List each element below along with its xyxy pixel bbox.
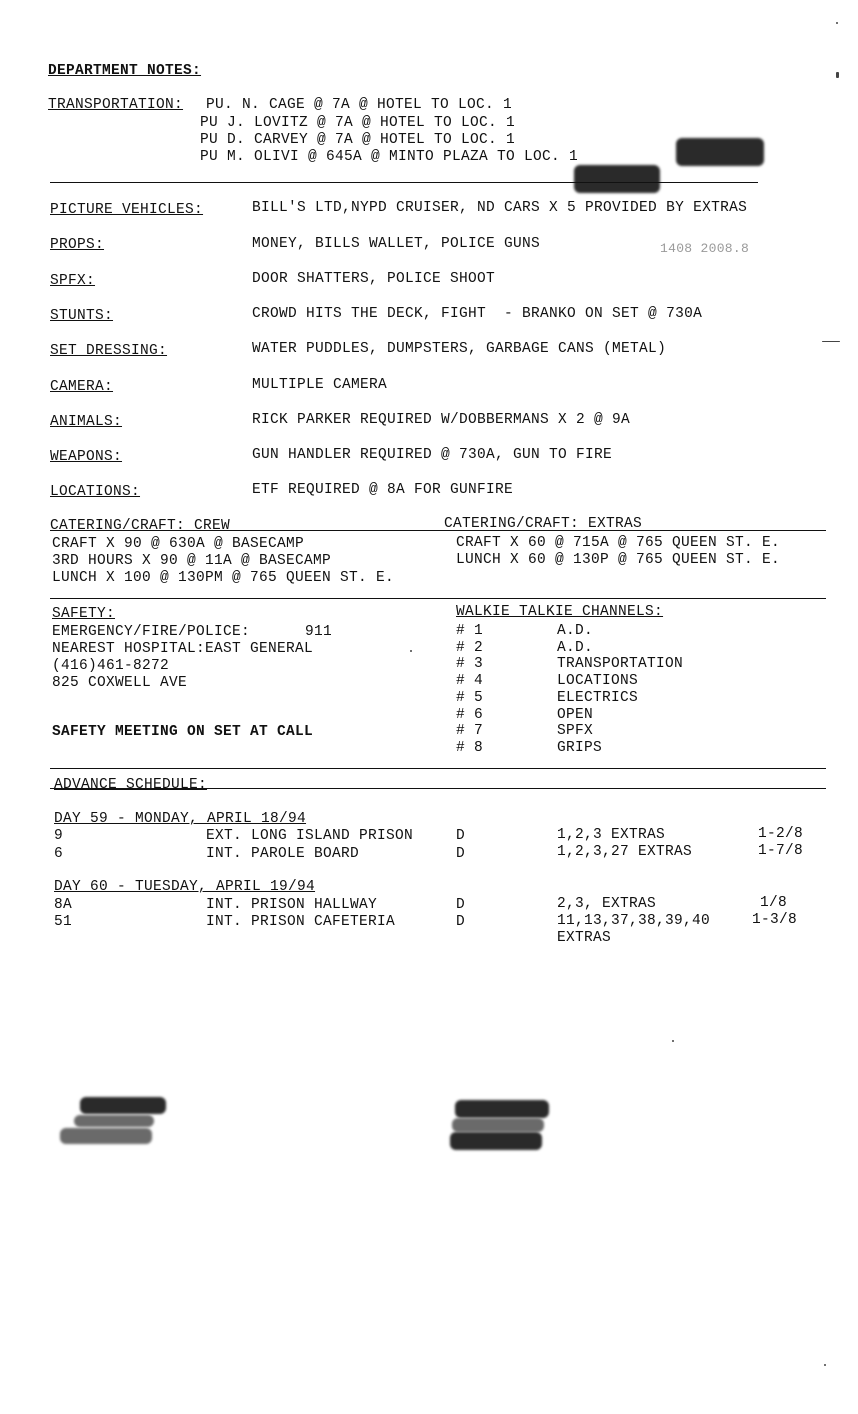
- hospital-name: NEAREST HOSPITAL:EAST GENERAL: [52, 641, 314, 657]
- scene-day-night: D: [456, 897, 466, 913]
- transport-line: PU. N. CAGE @ 7A @ HOTEL TO LOC. 1: [206, 97, 513, 113]
- dept-label-stunts: STUNTS:: [50, 308, 114, 324]
- redaction-mark: [60, 1128, 152, 1144]
- emergency-label: EMERGENCY/FIRE/POLICE:: [52, 624, 251, 640]
- dept-label-weapons: WEAPONS:: [50, 449, 123, 465]
- channel-number: # 6: [456, 707, 484, 723]
- scene-pages: 1/8: [760, 895, 788, 911]
- channel-number: # 4: [456, 673, 484, 689]
- scene-cast: 1,2,3,27 EXTRAS: [557, 844, 693, 860]
- advance-schedule-label: ADVANCE SCHEDULE:: [54, 777, 208, 793]
- redaction-mark: [450, 1132, 542, 1150]
- channel-number: # 1: [456, 623, 484, 639]
- channel-name: GRIPS: [557, 740, 603, 756]
- safety-meeting: SAFETY MEETING ON SET AT CALL: [52, 724, 314, 740]
- scene-number: 6: [54, 846, 64, 862]
- dept-value: BILL'S LTD,NYPD CRUISER, ND CARS X 5 PROVIDED BY EXTRAS: [252, 200, 748, 216]
- scene-day-night: D: [456, 914, 466, 930]
- divider: [50, 530, 826, 531]
- catering-crew-line: 3RD HOURS X 90 @ 11A @ BASECAMP: [52, 553, 332, 569]
- dept-value: WATER PUDDLES, DUMPSTERS, GARBAGE CANS (METAL): [252, 341, 667, 357]
- channel-name: ELECTRICS: [557, 690, 639, 706]
- scene-cast: 11,13,37,38,39,40 EXTRAS: [557, 913, 711, 946]
- redaction-mark: [80, 1097, 166, 1114]
- scene-number: 9: [54, 828, 64, 844]
- scan-speck: [836, 72, 839, 78]
- dept-value: GUN HANDLER REQUIRED @ 730A, GUN TO FIRE: [252, 447, 613, 463]
- hospital-phone: (416)461-8272: [52, 658, 170, 674]
- dept-label-picture-vehicles: PICTURE VEHICLES:: [50, 202, 204, 218]
- catering-extras-line: CRAFT X 60 @ 715A @ 765 QUEEN ST. E.: [456, 535, 781, 551]
- redaction-mark: [676, 138, 764, 166]
- catering-crew-line: LUNCH X 100 @ 130PM @ 765 QUEEN ST. E.: [52, 570, 395, 586]
- divider: [50, 598, 826, 599]
- channel-number: # 5: [456, 690, 484, 706]
- scene-number: 8A: [54, 897, 73, 913]
- transport-line: PU D. CARVEY @ 7A @ HOTEL TO LOC. 1: [200, 132, 516, 148]
- divider: [50, 768, 826, 769]
- scan-speck: [836, 22, 838, 24]
- dept-value: DOOR SHATTERS, POLICE SHOOT: [252, 271, 496, 287]
- scene-day-night: D: [456, 828, 466, 844]
- dept-label-set-dressing: SET DRESSING:: [50, 343, 168, 359]
- transport-line: PU J. LOVITZ @ 7A @ HOTEL TO LOC. 1: [200, 115, 516, 131]
- catering-extras-label: CATERING/CRAFT: EXTRAS: [444, 516, 643, 532]
- channel-number: # 8: [456, 740, 484, 756]
- channel-name: A.D.: [557, 640, 594, 656]
- scene-day-night: D: [456, 846, 466, 862]
- scene-set: INT. PRISON HALLWAY: [206, 897, 378, 913]
- redaction-mark: [574, 165, 660, 193]
- channel-number: # 7: [456, 723, 484, 739]
- channel-name: TRANSPORTATION: [557, 656, 684, 672]
- catering-extras-line: LUNCH X 60 @ 130P @ 765 QUEEN ST. E.: [456, 552, 781, 568]
- dept-value: MONEY, BILLS WALLET, POLICE GUNS: [252, 236, 541, 252]
- scene-pages: 1-7/8: [758, 843, 804, 859]
- divider: [50, 788, 826, 789]
- dept-label-locations: LOCATIONS:: [50, 484, 141, 500]
- catering-crew-label: CATERING/CRAFT: CREW: [50, 518, 231, 534]
- channel-name: A.D.: [557, 623, 594, 639]
- day-title: DAY 60 - TUESDAY, APRIL 19/94: [54, 879, 316, 895]
- divider: [50, 182, 758, 183]
- scene-set: INT. PRISON CAFETERIA: [206, 914, 396, 930]
- safety-label: SAFETY:: [52, 606, 116, 622]
- transport-line: PU M. OLIVI @ 645A @ MINTO PLAZA TO LOC. 1: [200, 149, 579, 165]
- scene-set: EXT. LONG ISLAND PRISON: [206, 828, 414, 844]
- hospital-address: 825 COXWELL AVE: [52, 675, 188, 691]
- redaction-mark: [452, 1118, 544, 1132]
- scan-speck: [410, 650, 412, 652]
- dept-value: ETF REQUIRED @ 8A FOR GUNFIRE: [252, 482, 514, 498]
- channel-name: OPEN: [557, 707, 594, 723]
- scene-number: 51: [54, 914, 73, 930]
- channel-name: LOCATIONS: [557, 673, 639, 689]
- dept-value: RICK PARKER REQUIRED W/DOBBERMANS X 2 @ 9A: [252, 412, 631, 428]
- dept-label-camera: CAMERA:: [50, 379, 114, 395]
- dept-label-animals: ANIMALS:: [50, 414, 123, 430]
- scene-cast: 1,2,3 EXTRAS: [557, 827, 666, 843]
- scene-pages: 1-3/8: [752, 912, 798, 928]
- channel-number: # 3: [456, 656, 484, 672]
- redaction-mark: [455, 1100, 549, 1118]
- catering-crew-line: CRAFT X 90 @ 630A @ BASECAMP: [52, 536, 305, 552]
- scan-speck: [672, 1040, 674, 1042]
- redaction-mark: [74, 1115, 154, 1127]
- scene-set: INT. PAROLE BOARD: [206, 846, 360, 862]
- scan-speck: [824, 1364, 826, 1366]
- day-title: DAY 59 - MONDAY, APRIL 18/94: [54, 811, 307, 827]
- emergency-number: 911: [305, 624, 333, 640]
- transportation-label: TRANSPORTATION:: [48, 97, 184, 113]
- scene-pages: 1-2/8: [758, 826, 804, 842]
- dept-value: MULTIPLE CAMERA: [252, 377, 388, 393]
- dept-label-spfx: SPFX:: [50, 273, 96, 289]
- scene-cast: 2,3, EXTRAS: [557, 896, 657, 912]
- dept-value: CROWD HITS THE DECK, FIGHT - BRANKO ON SET @ 730A: [252, 306, 703, 322]
- walkie-label: WALKIE TALKIE CHANNELS:: [456, 604, 664, 620]
- scan-speck: [822, 341, 840, 342]
- page-title: DEPARTMENT NOTES:: [48, 63, 202, 79]
- channel-name: SPFX: [557, 723, 594, 739]
- dept-label-props: PROPS:: [50, 237, 105, 253]
- channel-number: # 2: [456, 640, 484, 656]
- faint-stamp: 1408 2008.8: [660, 241, 750, 256]
